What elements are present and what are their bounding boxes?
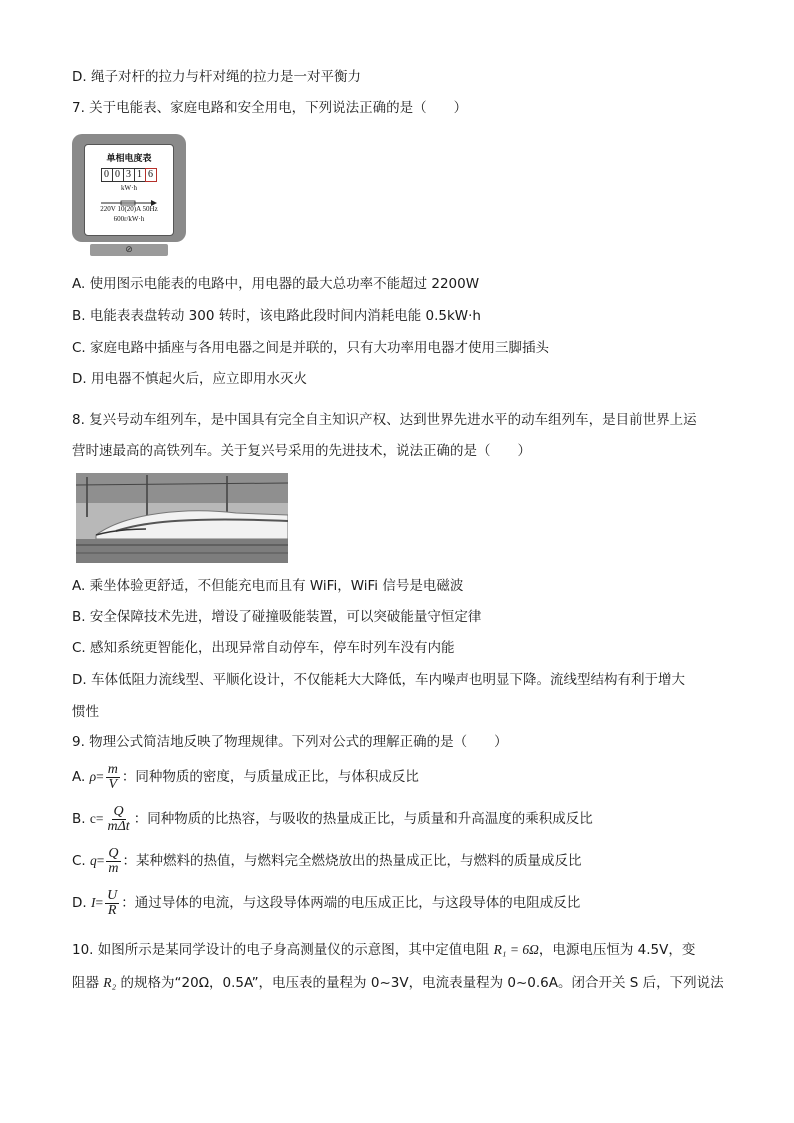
option-label: C. <box>72 853 86 869</box>
formula-lhs: ρ <box>89 769 97 784</box>
formula-equals: = <box>96 769 104 784</box>
meter-digit: 1 <box>134 168 146 182</box>
numerator: U <box>107 887 118 903</box>
option-9d <box>72 886 580 920</box>
formula-lhs: c <box>89 811 96 826</box>
train-photo <box>76 473 288 563</box>
meter-unit: kW·h <box>121 184 137 192</box>
meter-spec-rating: 220V 10(20)A 50Hz <box>100 205 158 213</box>
option-9a <box>72 760 419 794</box>
formula-equals: = <box>96 853 105 868</box>
formula-fraction <box>105 889 119 918</box>
numerator: Q <box>113 803 124 819</box>
numerator: Q <box>108 845 119 861</box>
option-7d-prev: D. 绳子对杆的拉力与杆对绳的拉力是一对平衡力 <box>72 69 361 85</box>
question-7-stem: 7. 关于电能表、家庭电路和安全用电，下列说法正确的是（ ） <box>72 100 468 116</box>
numerator: m <box>107 761 118 777</box>
option-7c: C. 家庭电路中插座与各用电器之间是并联的，只有大功率用电器才使用三脚插头 <box>72 340 550 356</box>
question-9-stem: 9. 物理公式简洁地反映了物理规律。下列对公式的理解正确的是（ ） <box>72 734 508 750</box>
option-text: ：通过导体的电流，与这段导体两端的电压成正比，与这段导体的电阻成反比 <box>121 895 581 911</box>
denominator: m <box>108 860 119 876</box>
question-10-stem-line1 <box>72 941 695 959</box>
question-10-stem-line2 <box>72 974 724 992</box>
option-7a: A. 使用图示电能表的电路中，用电器的最大总功率不能超过 2200W <box>72 276 480 292</box>
option-8b: B. 安全保障技术先进，增设了碰撞吸能装置，可以突破能量守恒定律 <box>72 609 482 625</box>
meter-digit: 3 <box>123 168 135 182</box>
meter-face <box>84 144 174 236</box>
option-9c <box>72 844 582 878</box>
meter-digit: 0 <box>101 168 113 182</box>
meter-spec-revs: 600r/kW·h <box>113 215 145 223</box>
denominator: R <box>107 902 117 918</box>
option-8d-line1: D. 车体低阻力流线型、平顺化设计，不仅能耗大大降低，车内噪声也明显下降。流线型结构有利于增大 <box>72 672 685 688</box>
option-8d-line2: 惯性 <box>72 704 99 720</box>
formula-fraction <box>106 847 120 876</box>
question-8-stem-line2: 营时速最高的高铁列车。关于复兴号采用的先进技术，说法正确的是（ ） <box>72 443 531 459</box>
stem-text: 阻器 <box>72 975 104 991</box>
formula-fraction <box>106 763 120 792</box>
option-label: D. <box>72 895 87 911</box>
option-9b <box>72 802 593 836</box>
question-8-stem-line1: 8. 复兴号动车组列车，是中国具有完全自主知识产权、达到世界先进水平的动车组列车，是目前世界上运 <box>72 412 697 428</box>
resistor-r1-value: R₁ = 6Ω <box>493 942 539 957</box>
meter-reading <box>85 168 173 182</box>
option-8a: A. 乘坐体验更舒适，不但能充电而且有 WiFi，WiFi 信号是电磁波 <box>72 578 464 594</box>
formula-lhs: q <box>90 853 97 868</box>
option-label: A. <box>72 769 86 785</box>
stem-text: 的规格为“20Ω，0.5A”，电压表的量程为 0~3V，电流表量程为 0~0.6A。闭合开关 S 后，下列说法 <box>116 975 724 991</box>
formula-fraction <box>105 805 131 834</box>
electric-meter-figure <box>72 134 186 258</box>
stem-text: ，电源电压恒为 4.5V，变 <box>538 942 696 958</box>
formula-lhs: I <box>90 895 96 910</box>
meter-terminal-base: ⊘ <box>90 244 168 256</box>
option-text: ：某种燃料的热值，与燃料完全燃烧放出的热量成正比，与燃料的质量成反比 <box>122 853 582 869</box>
option-text: ：同种物质的比热容，与吸收的热量成正比，与质量和升高温度的乘积成反比 <box>133 811 593 827</box>
meter-digit: 0 <box>112 168 124 182</box>
formula-equals: = <box>95 895 104 910</box>
stem-text: 10. 如图所示是某同学设计的电子身高测量仪的示意图，其中定值电阻 <box>72 942 494 958</box>
resistor-r2-symbol: R₂ <box>103 975 117 990</box>
option-text: ：同种物质的密度，与质量成正比，与体积成反比 <box>121 769 419 785</box>
meter-digit: 6 <box>145 168 157 182</box>
option-8c: C. 感知系统更智能化，出现异常自动停车，停车时列车没有内能 <box>72 640 455 656</box>
option-7d: D. 用电器不慎起火后，应立即用水灭火 <box>72 371 307 387</box>
option-label: B. <box>72 811 86 827</box>
option-7b: B. 电能表表盘转动 300 转时，该电路此段时间内消耗电能 0.5kW·h <box>72 308 481 324</box>
denominator: V <box>108 776 118 792</box>
formula-equals: = <box>95 811 104 826</box>
denominator: mΔt <box>107 818 130 834</box>
meter-title: 单相电度表 <box>106 154 152 164</box>
arrow-icon <box>99 195 159 203</box>
